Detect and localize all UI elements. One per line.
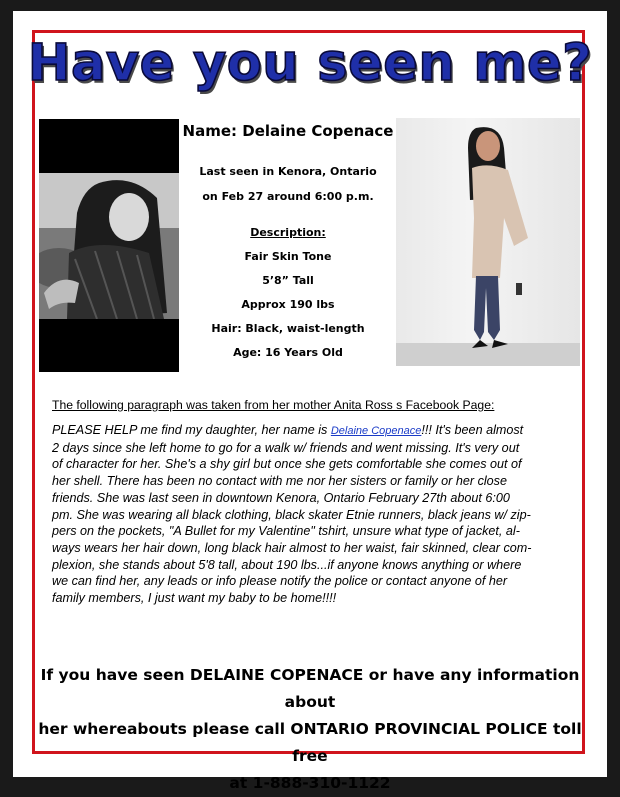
paragraph-line: her shell. There has been no contact with me nor her sisters or family or her close — [52, 474, 507, 489]
girl-standing-silhouette — [396, 118, 580, 366]
last-seen-location: Last seen in Kenora, Ontario — [199, 165, 377, 178]
call-to-action — [32, 662, 588, 797]
paragraph-line: PLEASE HELP me find my daughter, her name is Delaine Copenace!!! It's been almost — [52, 423, 524, 437]
description-skin: Fair Skin Tone — [244, 250, 332, 263]
cta-line: If you have seen DELAINE COPENACE or have any information about — [40, 666, 580, 711]
info-block — [182, 116, 394, 359]
paragraph-line: family members, I just want my baby to be home!!!! — [52, 591, 337, 606]
description-heading: Description: — [250, 226, 326, 239]
description-hair: Hair: Black, waist-length — [211, 322, 365, 335]
girl-portrait-silhouette — [39, 173, 179, 319]
last-seen-date: on Feb 27 around 6:00 p.m. — [202, 190, 374, 203]
cta-phone-line: at 1-888-310-1122 — [229, 774, 391, 792]
description-age: Age: 16 Years Old — [233, 346, 343, 359]
paragraph-line: ways wears her hair down, long black hair almost to her waist, fair skinned, clear com- — [52, 540, 532, 555]
facebook-paragraph — [52, 422, 572, 607]
paragraph-line: friends. She was last seen in downtown Kenora, Ontario February 27th about 6:00 — [52, 490, 510, 505]
cta-line: her whereabouts please call ONTARIO PROVINCIAL POLICE toll free — [38, 720, 582, 765]
photo-left-scene — [39, 173, 179, 319]
name-line: Name: Delaine Copenace — [182, 122, 394, 140]
paragraph-line: 2 days since she left home to go for a walk w/ friends and went missing. It's very out — [52, 440, 520, 455]
paragraph-title: The following paragraph was taken from her mother Anita Ross s Facebook Page: — [52, 398, 495, 412]
photo-left — [39, 119, 179, 372]
paragraph-line: pm. She was wearing all black clothing, black skater Etnie runners, black jeans w/ zip- — [52, 507, 531, 522]
photo-right — [396, 118, 580, 366]
paragraph-line: of character for her. She's a shy girl but once she gets comfortable she comes out of — [52, 457, 522, 472]
description-height: 5’8” Tall — [262, 274, 314, 287]
paragraph-line: pers on the pockets, "A Bullet for my Valentine" tshirt, unsure what type of jacket, al- — [52, 524, 520, 539]
headline: Have you seen me? — [27, 34, 593, 93]
delaine-copenace-link[interactable]: Delaine Copenace — [330, 425, 422, 437]
description-weight: Approx 190 lbs — [241, 298, 335, 311]
paragraph-line: we can find her, any leads or info please notify the police or contact anyone of her — [52, 574, 508, 589]
paragraph-line: plexion, she stands about 5'8 tall, about 190 lbs...if anyone knows anything or where — [52, 557, 522, 572]
